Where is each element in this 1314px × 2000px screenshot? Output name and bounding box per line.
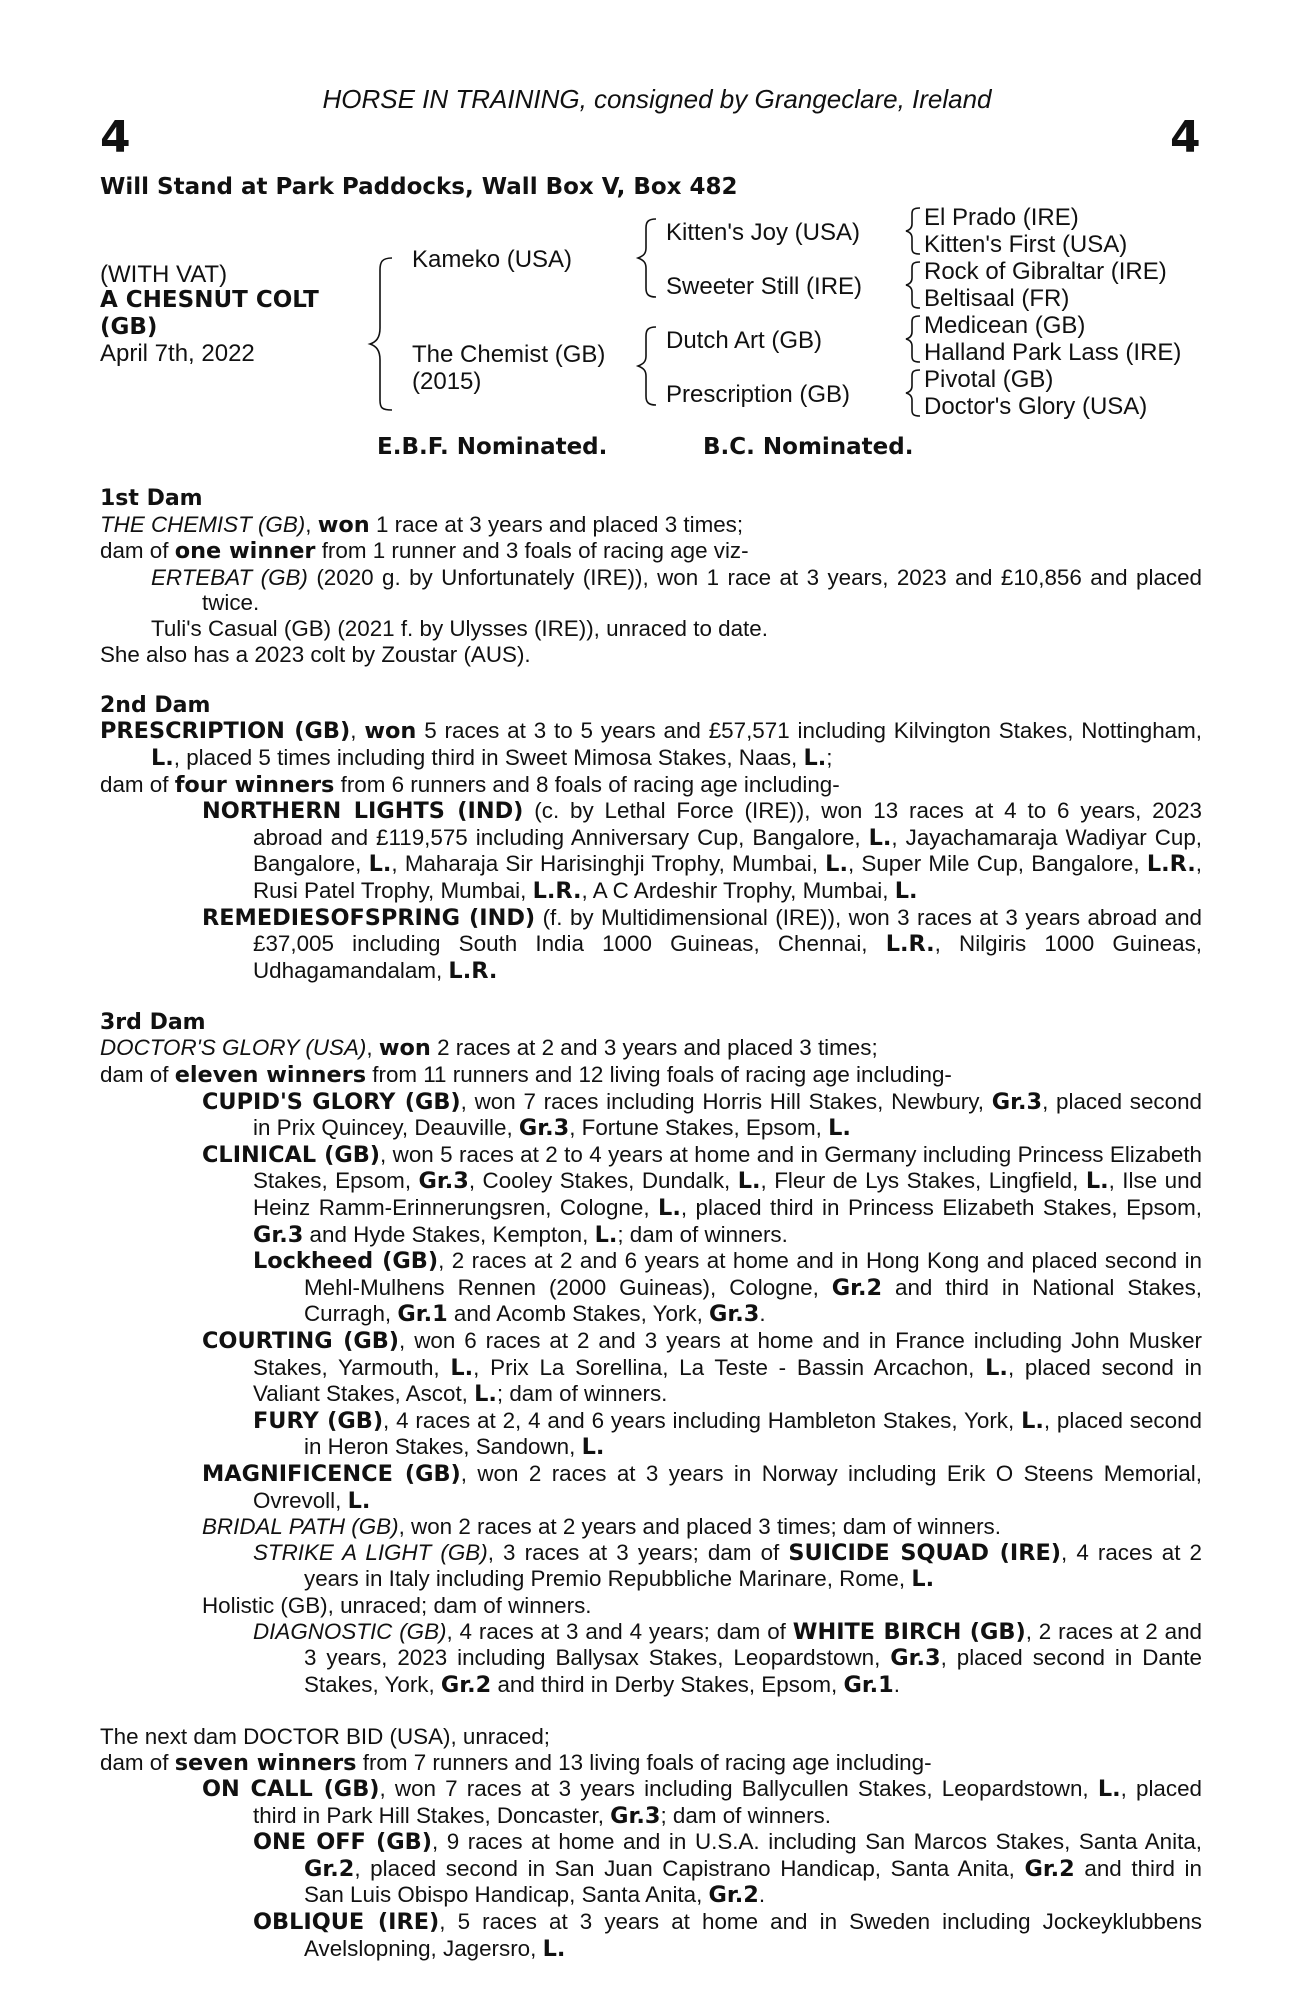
ebf-nomination: E.B.F. Nominated. [377, 434, 608, 460]
sire-sire-sire: El Prado (IRE) [924, 204, 1079, 231]
brace-ds [906, 316, 920, 362]
grandproduce-entry: OBLIQUE (IRE), 5 races at 3 years at home and in Sweden including Jockeyklubbens Avelslopning, Jagersro, L. [253, 1909, 1202, 1962]
produce-entry: CUPID'S GLORY (GB), won 7 races including Horris Hill Stakes, Newbury, Gr.3, placed second in Prix Quincey, Deauville, Gr.3, Fortune Stakes, Epsom, L. [202, 1088, 1202, 1142]
bc-nomination: B.C. Nominated. [703, 434, 914, 460]
grandproduce-entry: STRIKE A LIGHT (GB), 3 races at 3 years; dam of SUICIDE SQUAD (IRE), 4 races at 2 years in Italy including Premio Repubbliche Marinare, Rome, L. [253, 1539, 1203, 1593]
sire-sire: Kitten's Joy (USA) [666, 219, 860, 246]
sire: Kameko (USA) [412, 246, 573, 273]
second-dam-record: PRESCRIPTION (GB), won 5 races at 3 to 5 years and £57,571 including Kilvington Stakes, Nottingham, L., placed 5 times including third in Sweet Mimosa Stakes, Naas, L.; [100, 718, 1203, 771]
sire-sire-dam: Kitten's First (USA) [924, 231, 1128, 258]
brace-sd [906, 262, 920, 308]
pedigree-braces [0, 0, 1314, 440]
lot-description: A CHESNUT COLT [100, 287, 319, 313]
brace-dd [906, 370, 920, 416]
produce-entry: Holistic (GB), unraced; dam of winners. [202, 1592, 592, 1618]
grandproduce-entry: Lockheed (GB), 2 races at 2 and 6 years at home and in Hong Kong and placed second in Mehl-Mulhens Rennen (2000 Guineas), Cologne, Gr.2 and third in National Stakes, Curragh, Gr.1 and Acomb Stakes, York, Gr.3. [253, 1248, 1203, 1328]
produce-entry: ERTEBAT (GB) (2020 g. by Unfortunately (IRE)), won 1 race at 3 years, 2023 and £10,856 and placed twice. [151, 564, 1202, 616]
brace-ss [906, 208, 920, 254]
brace-dam [638, 327, 656, 405]
lot-description-origin: (GB) [100, 314, 158, 340]
third-dam-record: DOCTOR'S GLORY (USA), won 2 races at 2 and 3 years and placed 3 times; [100, 1035, 878, 1062]
grandproduce-entry: DIAGNOSTIC (GB), 4 races at 3 and 4 years; dam of WHITE BIRCH (GB), 2 races at 2 and 3 years, 2023 including Ballysax Stakes, Leopardstown, Gr.3, placed second in Dante Stakes, York, Gr.2 and third in Derby Stakes, Epsom, Gr.1. [253, 1618, 1202, 1698]
dam-sire: Dutch Art (GB) [666, 327, 823, 354]
produce-entry: CLINICAL (GB), won 5 races at 2 to 4 years at home and in Germany including Princess Elizabeth Stakes, Epsom, Gr.3, Cooley Stakes, Dundalk, L., Fleur de Lys Stakes, Lingfield, L., Ilse und Heinz Ramm-Erinnerungsren, Cologne, L., placed third in Princess Elizabeth Stakes, Epsom, Gr.3 and Hyde Stakes, Kempton, L.; dam of winners. [202, 1141, 1202, 1248]
produce-entry: ON CALL (GB), won 7 races at 3 years including Ballycullen Stakes, Leopardstown, L., placed third in Park Hill Stakes, Doncaster, Gr.3; dam of winners. [202, 1776, 1202, 1829]
sire-dam: Sweeter Still (IRE) [666, 273, 863, 300]
brace-main [370, 258, 392, 410]
sire-dam-dam: Beltisaal (FR) [924, 285, 1070, 312]
produce-entry: Tuli's Casual (GB) (2021 f. by Ulysses (IRE)), unraced to date. [151, 615, 768, 641]
dam-dam: Prescription (GB) [666, 381, 851, 408]
consignor-header: HORSE IN TRAINING, consigned by Grangeclare, Ireland [322, 84, 992, 114]
lot-number-left: 4 [100, 112, 131, 163]
vat-note: (WITH VAT) [100, 261, 228, 288]
next-dam-record: The next dam DOCTOR BID (USA), unraced; [100, 1723, 551, 1749]
second-dam-heading: 2nd Dam [100, 692, 211, 718]
dam: The Chemist (GB) [412, 341, 606, 368]
produce-entry: REMEDIESOFSPRING (IND) (f. by Multidimensional (IRE)), won 3 races at 3 years abroad and £37,005 including South India 1000 Guineas, Chennai, L.R., Nilgiris 1000 Guineas, Udhagamandalam, L.R. [202, 904, 1202, 984]
grandproduce-entry: FURY (GB), 4 races at 2, 4 and 6 years including Hambleton Stakes, York, L., placed second in Heron Stakes, Sandown, L. [253, 1407, 1202, 1461]
produce-note: She also has a 2023 colt by Zoustar (AUS). [100, 641, 531, 667]
sire-dam-sire: Rock of Gibraltar (IRE) [924, 258, 1167, 285]
dam-sire-dam: Halland Park Lass (IRE) [924, 339, 1182, 366]
first-dam-record: THE CHEMIST (GB), won 1 race at 3 years and placed 3 times; [100, 511, 744, 538]
produce-entry: BRIDAL PATH (GB), won 2 races at 2 years and placed 3 times; dam of winners. [202, 1514, 1001, 1540]
produce-entry: MAGNIFICENCE (GB), won 2 races at 3 years in Norway including Erik O Steens Memorial, Ovrevoll, L. [202, 1460, 1202, 1514]
brace-sire [638, 219, 656, 297]
third-dam-heading: 3rd Dam [100, 1009, 206, 1035]
foaling-date: April 7th, 2022 [100, 340, 255, 367]
next-dam-produce-summary: dam of seven winners from 7 runners and 13 living foals of racing age including- [100, 1749, 932, 1776]
stand-location: Will Stand at Park Paddocks, Wall Box V, Box 482 [100, 174, 738, 200]
lot-number-right: 4 [1170, 112, 1201, 163]
grandproduce-entry: ONE OFF (GB), 9 races at home and in U.S.A. including San Marcos Stakes, Santa Anita, Gr.2, placed second in San Juan Capistrano Handicap, Santa Anita, Gr.2 and third in San Luis Obispo Handicap, Santa Anita, Gr.2. [253, 1829, 1202, 1909]
produce-entry: NORTHERN LIGHTS (IND) (c. by Lethal Force (IRE)), won 13 races at 4 to 6 years, 2023 abroad and £119,575 including Anniversary Cup, Bangalore, L., Jayachamaraja Wadiyar Cup, Bangalore, L., Maharaja Sir Harisinghji Trophy, Mumbai, L., Super Mile Cup, Bangalore, L.R., Rusi Patel Trophy, Mumbai, L.R., A C Ardeshir Trophy, Mumbai, L. [202, 798, 1203, 904]
third-dam-produce-summary: dam of eleven winners from 11 runners and 12 living foals of racing age including- [100, 1062, 952, 1089]
produce-entry: COURTING (GB), won 6 races at 2 and 3 years at home and in France including John Musker Stakes, Yarmouth, L., Prix La Sorellina, La Teste - Bassin Arcachon, L., placed second in Valiant Stakes, Ascot, L.; dam of winners. [202, 1328, 1202, 1408]
first-dam-heading: 1st Dam [100, 486, 203, 511]
second-dam-produce-summary: dam of four winners from 6 runners and 8 foals of racing age including- [100, 771, 840, 798]
dam-year: (2015) [412, 368, 482, 395]
pedigree-notes [100, 486, 1202, 1962]
dam-dam-sire: Pivotal (GB) [924, 366, 1054, 393]
first-dam-produce-summary: dam of one winner from 1 runner and 3 foals of racing age viz- [100, 538, 749, 565]
dam-dam-dam: Doctor's Glory (USA) [924, 393, 1148, 420]
dam-sire-sire: Medicean (GB) [924, 312, 1086, 339]
